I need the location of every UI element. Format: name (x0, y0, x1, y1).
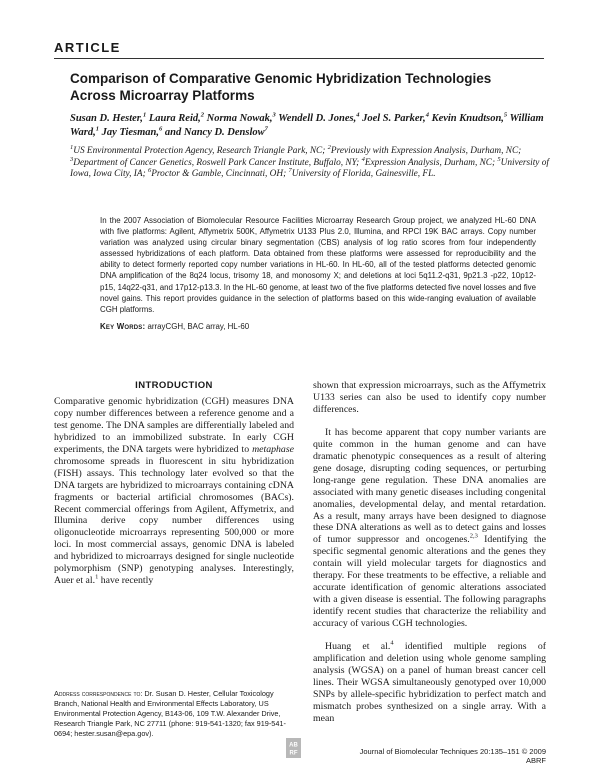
affiliation-number: 3 (70, 155, 74, 163)
author-name: Norma Nowak, (206, 113, 273, 124)
author-affiliation-ref: 7 (264, 125, 268, 133)
affiliation-text: University of Iowa, Iowa City, IA; (70, 157, 549, 179)
author-name: Jay Tiesman, (101, 127, 160, 138)
author-affiliation-ref: 4 (356, 111, 360, 119)
left-column (54, 380, 294, 587)
citation-ref: 2,3 (469, 533, 478, 541)
author-name: William Ward, (70, 113, 544, 138)
introduction-heading: INTRODUCTION (135, 380, 213, 391)
affiliation-number: 6 (147, 166, 152, 174)
author-affiliation-ref: 3 (272, 111, 276, 119)
right-paragraph-1: shown that expression microarrays, such as the Affymetrix U133 series can also be used to identify copy number differences. (313, 380, 546, 415)
intro-paragraph-1 (54, 396, 294, 587)
journal-footer: Journal of Biomolecular Techniques 20:135–151 © 2009 ABRF (359, 747, 546, 765)
correspondence-text: Dr. Susan D. Hester, Cellular Toxicology Branch, National Health and Environmental Effects Laboratory, US Environmental Protection Agency, B143-06, 109 T.W. Alexander Drive, Research Triangle Park, NC 27711 (phone: 919-541-1320; fax 919-541-0694; hester.susan@epa.gov). (54, 689, 286, 738)
author-name: and Nancy D. Denslow (164, 127, 265, 138)
affiliation-text: University of Florida, Gainesville, FL. (291, 169, 436, 179)
right-column (313, 380, 546, 725)
affiliations (70, 143, 550, 181)
author-name: Laura Reid, (148, 113, 201, 124)
affiliation-text: Expression Analysis, Durham, NC; (364, 157, 498, 168)
correspondence-note (54, 689, 294, 739)
italic-term: metaphase (252, 443, 294, 455)
affiliation-text: Proctor & Gamble, Cincinnati, OH; (151, 169, 289, 179)
section-label: ARTICLE (54, 40, 121, 55)
author-affiliation-ref: 6 (159, 125, 163, 133)
affiliation-number: 2 (327, 143, 331, 151)
author-name: Wendell D. Jones, (278, 113, 357, 124)
text-run: Identifying the specific segmental genomic alterations and the genes they contain will yield molecular targets for diagnostics and therapy. For these treatments to be effective, a reliable and accurate identification of genomic alterations associated with a given disease is essential. The following paragraphs identify recent studies that characterize the reliability and accuracy of various CGH technologies. (313, 534, 546, 630)
right-paragraph-3 (313, 641, 546, 725)
affiliation-text: Department of Cancer Genetics, Roswell Park Cancer Institute, Buffalo, NY; (73, 157, 362, 168)
author-affiliation-ref: 1 (95, 125, 100, 133)
affiliation-text: Previously with Expression Analysis, Durham, NC; (330, 146, 522, 156)
text-run: chromosome spreads in fluorescent in situ hybridization (FISH) assays. This technology later evolved so that the DNA targets are hybridized to microarrays containing cDNA fragments or bacterial artificial chromosomes (BACs). Recent commercial offerings from Agilent, Affymetrix, and Illumina derive copy number differences using oligonucleotide microarrays representing 500,000 or more loci. In most commercial assays, genomic DNA is labeled and hybridized to microarrays designed for single nucleotide polymorphism (SNP) genotyping analyses. Interestingly, Auer et al. (54, 455, 294, 587)
author-name: Joel S. Parker, (362, 113, 426, 124)
author-affiliation-ref: 2 (200, 111, 204, 119)
affiliation-number: 5 (497, 155, 501, 163)
text-run: identified multiple regions of amplification and deletion using whole genome sampling analysis (WGSA) on a panel of human breast cancer cell lines. Their WGSA simultaneously genotyped over 10,000 SNPs by allele-specific hybridization to perfect match and mismatch probes synthesized on a single array. With a mean (313, 641, 546, 724)
affiliation-number: 4 (361, 155, 365, 163)
text-run: have recently (98, 575, 154, 587)
abstract: In the 2007 Association of Biomolecular Resource Facilities Microarray Research Group project, we analyzed HL-60 DNA with five platforms: Agilent, Affymetrix 500K, Affymetrix U133 Plus 2.0, Illumina, and RPCI 19K BAC arrays. Copy number variation was analyzed using circular binary segmentation (CBS) analysis of log ratio scores from four independently assessed hybridizations of each platform. Data obtained from these platforms were assessed for reproducibility and the ability to detect formerly reported copy number variations in HL-60. In HL-60, all of the tested platforms detected genomic DNA amplification of the 8q24 locus, trisomy 18, and monosomy X; and deletions at loci 5q11.2-q31, 9p21.3 -p22, 10p12-p15, 14q22-q31, and 17p12-p13.3. In the HL-60 genome, at least two of the five platforms detected five novel losses and five novel gains. This report provides guidance in the selection of platforms based on this wide-ranging evaluation of available CGH platforms. (100, 216, 536, 314)
abrf-logo-icon (286, 738, 301, 758)
author-name: Kevin Knudtson, (431, 113, 504, 124)
affiliation-number: 7 (288, 166, 292, 174)
author-affiliation-ref: 1 (142, 111, 147, 119)
author-name: Susan D. Hester, (70, 113, 143, 124)
citation-ref: 4 (390, 639, 394, 647)
logo-letters-top: AB (289, 742, 298, 749)
affiliation-text: US Environmental Protection Agency, Research Triangle Park, NC; (73, 146, 328, 156)
article-title: Comparison of Comparative Genomic Hybridization Technologies Across Microarray Platforms (70, 71, 492, 103)
author-affiliation-ref: 5 (503, 111, 508, 119)
right-paragraph-2 (313, 427, 546, 630)
correspondence-label: Address correspondence to: (54, 689, 143, 698)
keywords (100, 321, 536, 332)
keywords-value: arrayCGH, BAC array, HL-60 (147, 322, 250, 331)
affiliation-number: 1 (70, 143, 74, 151)
logo-letters-bottom: RF (289, 750, 298, 757)
section-divider (54, 58, 544, 59)
author-list (70, 112, 550, 140)
citation-ref: 1 (95, 573, 99, 581)
author-affiliation-ref: 4 (425, 111, 429, 119)
text-run: Comparative genomic hybridization (CGH) measures DNA copy number differences between a reference genome and a test genome. The DNA samples are differentially labeled and hybridized to an immobilized substrate. In early CGH experiments, the DNA targets were hybridized to (54, 395, 294, 455)
keywords-label: Key Words: (100, 322, 146, 331)
text-run: It has become apparent that copy number variants are quite common in the human genome and can have dramatic phenotypic consequences as a result of altering gene dosage, disrupting coding sequences, or perturbing long-range gene regulation. These DNA anomalies are associated with many genetic diseases including congenital anomalies, developmental delay, and mental retardation. As a result, many arrays have been designed to diagnose these DNA alterations as well as to detect gains and losses of tumor suppressor and oncogenes. (313, 426, 546, 546)
text-run: Huang et al. (325, 641, 391, 653)
